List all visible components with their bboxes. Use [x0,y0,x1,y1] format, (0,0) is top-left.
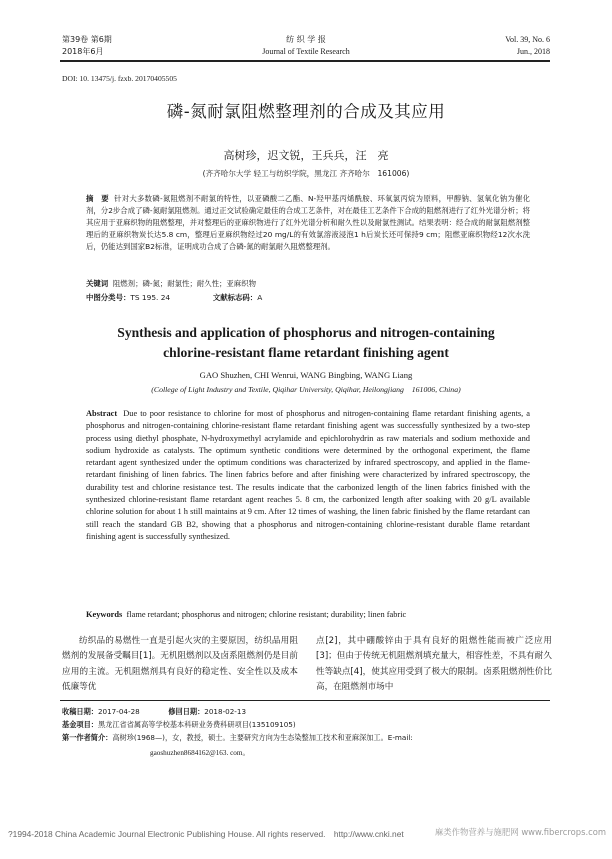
authors-cn: 高树珍，迟文锐，王兵兵，汪 亮 [223,149,389,162]
header-vol-issue-cn: 第39卷 第6期 [62,35,112,44]
author-label: 第一作者简介： [62,733,113,742]
clc-label: 中图分类号： [86,293,131,302]
title-en: Synthesis and application of phosphorus and nitrogen-containing chlorine-resistant flame retardant finishing agent [117,325,495,360]
clc-value: TS 195. 24 [130,293,171,302]
fund-label: 基金项目： [62,720,98,729]
affiliation-cn: (齐齐哈尔大学 轻工与纺织学院，黑龙江 齐齐哈尔 161006) [202,169,410,178]
doc-code-value: A [257,293,263,302]
keywords-en [86,609,530,621]
revised-date: 2018-02-13 [204,707,247,716]
header-date-cn: 2018年6月 [62,47,104,56]
keywords-cn-label: 关键词 [86,279,109,288]
title-cn: 磷-氮耐氯阻燃整理剂的合成及其应用 [166,102,446,121]
fund-text: 黑龙江省省属高等学校基本科研业务费科研项目(135109105) [97,720,296,729]
body-column-2: 点[2]，其中硼酸锌由于具有良好的阻燃性能而被广泛应用[3]；但由于传统无机阻燃剂填充量大，相容性差，不具有耐久性等缺点[4]，使其应用受到了极大的限制。卤系阻燃剂性价比高，在阻燃剂市场中 [316,636,552,692]
abstract-cn [86,193,530,253]
doi: DOI: 10. 13475/j. fzxb. 20170405505 [62,74,177,83]
abstract-cn-label: 摘 要 [86,194,109,203]
received-label: 收稿日期： [62,707,98,716]
header-journal-en: Journal of Textile Research [262,47,350,56]
footnote-dates [62,706,552,719]
keywords-en-label: Keywords [86,610,123,619]
author-email: gaoshuzhen8684162@163. com。 [150,749,250,757]
doc-code-label: 文献标志码： [212,293,258,302]
keywords-en-text: flame retardant; phosphorus and nitrogen; chlorine resistant; durability; linen fabric [126,610,407,619]
body-column-1: 纺织品的易燃性一直是引起火灾的主要原因，纺织品用阻燃剂的发展备受瞩目[1]。无机阻燃剂以及卤系阻燃剂仍是目前应用的主流。无机阻燃剂具有良好的稳定性、安全性以及成本低廉等优 [62,636,298,692]
abstract-cn-text: 针对大多数磷-氮阻燃剂不耐氯的特性，以亚磷酸二乙酯、N-羟甲基丙烯酰胺、环氧氯丙烷为原料，甲醇钠、氢氧化钠为催化剂，分2步合成了磷-氮耐氯阻燃剂。通过正交试验确定最佳的合成工艺条件，对在最佳工艺条件下合成的阻燃剂进行了红外光谱分析；将其应用于亚麻织物的阻燃整理，并对整理后的亚麻织物进行了红外光谱分析和耐久性以及耐氯性测试。结果表明：经合成的耐氯阻燃剂整理后的亚麻织物炭长达5.8 cm，整理后亚麻织物经过20 mg/L的有效氯溶液浸泡1 h后炭长还可保持9 cm；阻燃亚麻织物经12次水洗后，仍能达到国家B2标准，证明成功合成了合磷-氮的耐氯耐久阻燃整理剂。 [86,194,530,251]
footnote-rule [60,700,550,701]
classification-cn [86,292,530,304]
header-journal-cn: 纺 织 学 报 [286,35,326,44]
author-text: 高树珍(1968—)，女，教授，硕士。主要研究方向为生态染整加工技术和亚麻深加工。E-mail: [112,733,413,742]
copyright-footer: ?1994-2018 China Academic Journal Electronic Publishing House. All rights reserved. http://www.cnki.net [8,829,404,839]
watermark-footer: 麻类作物营养与施肥网 www.fibercrops.com [434,827,606,837]
header-rule [60,60,550,62]
footnote-author [62,732,552,745]
abstract-en-label: Abstract [86,409,118,418]
header-vol-issue-en: Vol. 39, No. 6 [505,35,550,44]
keywords-cn [86,278,530,290]
authors-en: GAO Shuzhen, CHI Wenrui, WANG Bingbing, WANG Liang [199,370,413,380]
affiliation-en: (College of Light Industry and Textile, Qiqihar University, Qiqihar, Heilongjiang 161006, China) [151,385,461,394]
keywords-cn-text: 阻燃剂；磷-氮；耐氯性；耐久性；亚麻织物 [112,279,256,288]
received-date: 2017-04-28 [97,707,140,716]
abstract-en [86,408,530,543]
abstract-en-text: Due to poor resistance to chlorine for most of phosphorus and nitrogen-containing flame retardant finishing agents, a phosphorus and nitrogen-containing chlorine-resistant flame retardant finishing agent was successfully synthesized by a two-step process using diethyl phosphate, N-hydroxymethyl acrylamide and epichlorohydrin as raw materials and sodium methoxide and sodium hydroxide as catalysts. The optimum synthetic conditions were determined by the orthogonal experiment, the flame retardant agent synthesized under the optimum conditions was characterized by infrared spectroscopy, and applied in the flame-retardant finishing of linen fabrics. The linen fabrics before and after finishing were characterized by infrared spectroscopy, the durability test and chlorine resistance test. The results indicate that the carbonized length of the linen fabrics finished with the synthesized chlorine-resistant flame retardant agent reaches 5. 8 cm, the carbonized length after soaking with 20 g/L available chlorine solution for about 1 h still maintains at 9 cm. After 12 times of washing, the linen fabric finished by the flame retardant can still reach the standard GB B2, showing that a phosphorus and nitrogen-containing chlorine-resistant durable flame retardant finishing agent is successfully synthesized. [86,409,530,541]
footnote-fund [62,719,552,732]
revised-label: 修回日期： [168,707,205,716]
header-date-en: Jun., 2018 [516,47,550,56]
